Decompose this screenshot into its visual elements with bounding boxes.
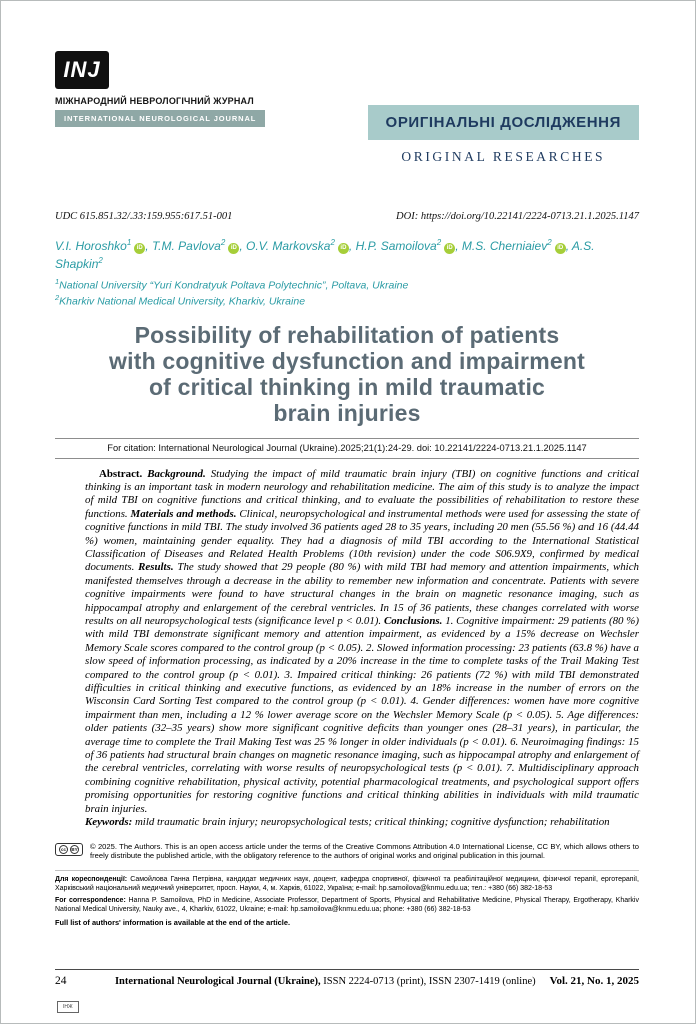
keywords-text: mild traumatic brain injury; neuropsychological tests; critical thinking; cognitive dysfunction; rehabilitation — [134, 816, 610, 829]
author-name — [55, 239, 152, 253]
author-name-text: M.S. Cherniaiev — [461, 239, 548, 253]
affiliation-text: Kharkiv National Medical University, Kharkiv, Ukraine — [59, 295, 306, 308]
page-header — [55, 51, 639, 165]
affiliation-sup: 2 — [55, 293, 60, 303]
doi-link[interactable]: DOI: https://doi.org/10.22141/2224-0713.21.1.2025.1147 — [396, 211, 639, 222]
correspondence-uk-label: Для кореспонденції: — [55, 876, 128, 884]
methods-text: Clinical, neuropsychological and instrumental methods were used for assessing the state of cognitive functions in mild TBI. The study involved 36 patients aged 28 to 35 years, including 20 men (55.56 %) and 16 (44.44 %) women, maintaining gender equality. They had a diagnosis of mild TBI according to the International Statistical Classification of Diseases and Related Health Problems (10th revision) under the code S06.9X9, confirmed by medical documents. — [85, 507, 639, 574]
correspondence-uk-text: Самойлова Ганна Петрівна, кандидат медичних наук, доцент, кафедра спортивної, фізичної та реабілітаційної медицини, фізичної терапії, ерготерапії, Харківський національний медичний університет, просп. Науки, 4, м. Харків, 61022, Україна; e-mail: hp.samoilova@knmu.edu.ua; тел.: +380 (66) 382-18-53 — [55, 876, 640, 893]
page-number: 24 — [55, 975, 67, 987]
orcid-icon[interactable]: iD — [444, 243, 455, 254]
author-affiliation-sup: 2 — [436, 238, 442, 247]
journal-logo-icon: INJ — [55, 51, 109, 89]
results-label: Results. — [138, 561, 174, 574]
affiliations — [55, 277, 639, 310]
author-name-text: V.I. Horoshko — [55, 239, 127, 253]
title-line: Possibility of rehabilitation of patients — [134, 321, 560, 348]
background-label: Background. — [147, 467, 206, 480]
author-affiliation-sup: 2 — [220, 238, 226, 247]
author-name — [462, 239, 572, 253]
cc-by-badge[interactable] — [55, 843, 83, 856]
author-name-text: T.M. Pavlova — [151, 239, 221, 253]
author-name-text: A.S. Shapkin — [55, 239, 595, 272]
author-affiliation-sup: 1 — [126, 238, 132, 247]
author-separator: , — [565, 239, 572, 253]
author-separator: , — [348, 239, 356, 253]
journal-brand — [55, 51, 265, 127]
license-text: © 2025. The Authors. This is an open access article under the terms of the Creative Commons Attribution 4.0 International License, CC BY, which allows others to freely distribute the published article, with the obligatory reference to the authors of original works and original publication in this journal. — [90, 841, 639, 861]
orcid-icon[interactable]: iD — [134, 243, 145, 254]
article-title — [55, 322, 639, 426]
footer-issn: ISSN 2224-0713 (print), ISSN 2307-1419 (online) — [323, 976, 536, 987]
author-name-text: H.P. Samoilova — [355, 239, 437, 253]
by-icon: BY — [71, 846, 78, 852]
conclusions-label: Conclusions. — [383, 615, 443, 627]
journal-name-en-bar: INTERNATIONAL NEUROLOGICAL JOURNAL — [55, 110, 265, 127]
footer-journal-name: International Neurological Journal (Ukraine), — [114, 976, 324, 987]
correspondence-block — [55, 870, 639, 927]
section-banner-uk: ОРИГІНАЛЬНІ ДОСЛІДЖЕННЯ — [368, 105, 639, 140]
results-text: The study showed that 29 people (80 %) with mild TBI had memory and attention impairments, which manifested themselves through a decrease in the ability to remember new information and concentrate. Patients with severe cognitive impairments were found to have structural changes in the brain on magnetic resonance imaging, such as hippocampal atrophy and enlargement of the cerebral ventricles. In 15 of 36 patients, these changes correlated with worse results on all neuropsychological tests (significance level p < 0.01). — [85, 561, 639, 627]
author-name — [246, 239, 356, 253]
abstract-label: Abstract. — [99, 467, 143, 480]
journal-name-uk: МІЖНАРОДНИЙ НЕВРОЛОГІЧНИЙ ЖУРНАЛ — [55, 96, 254, 106]
title-line: brain injuries — [273, 399, 421, 426]
correspondence-en-text: Hanna P. Samoilova, PhD in Medicine, Associate Professor, Department of Sports, Physical and Rehabilitative Medicine, Physical Therapy, Ergotherapy, Kharkiv National Medical University, Nauky ave., 4, Kharkiv, 61022, Ukraine; e-mail: hp.samoilova@knmu.edu.ua; phone: +380 (66) 382-18-53 — [55, 896, 639, 913]
author-name-text: O.V. Markovska — [245, 239, 331, 253]
methods-label: Materials and methods. — [130, 507, 237, 520]
meta-row — [55, 211, 639, 222]
keywords-label: Keywords: — [85, 816, 133, 829]
title-line: with cognitive dysfunction and impairment — [109, 347, 585, 374]
author-affiliation-sup: 2 — [547, 238, 552, 247]
section-header — [368, 105, 639, 165]
affiliation-line — [55, 293, 639, 309]
correspondence-en-label: For correspondence: — [55, 896, 126, 904]
author-separator: , — [145, 239, 152, 253]
abstract-paragraph — [85, 468, 639, 817]
keywords-line — [85, 816, 639, 829]
title-line: of critical thinking in mild traumatic — [148, 373, 546, 400]
cc-icon: cc — [60, 846, 66, 852]
author-separator: , — [455, 239, 462, 253]
affiliation-sup: 1 — [55, 276, 60, 286]
affiliation-line — [55, 277, 639, 293]
author-name — [356, 239, 462, 253]
orcid-icon[interactable]: iD — [338, 243, 349, 254]
author-affiliation-sup: 2 — [330, 238, 335, 247]
affiliation-text: National University “Yuri Kondratyuk Poltava Polytechnic”, Poltava, Ukraine — [59, 279, 409, 292]
background-text: Studying the impact of mild traumatic brain injury (TBI) on cognitive functions and critical thinking is an important task in modern neurology and rehabilitation medicine. The aim of this study is to analyze the impact of mild TBI on cognitive functions and critical thinking, and to evaluate the possibilities of rehabilitation to restore these functions. — [85, 467, 639, 520]
correspondence-en — [55, 897, 639, 915]
udc-code: UDC 615.851.32/.33:159.955:617.51-001 — [55, 211, 233, 222]
page-footer — [55, 969, 639, 987]
orcid-icon[interactable]: iD — [555, 243, 566, 254]
orcid-icon[interactable]: iD — [228, 243, 239, 254]
license-block — [55, 842, 639, 862]
print-mark: ІНЖ — [57, 1001, 79, 1013]
author-separator: , — [239, 239, 246, 253]
footer-volume: Vol. 21, No. 1, 2025 — [549, 975, 639, 987]
authors-info-note: Full list of authors' information is available at the end of the article. — [55, 917, 291, 927]
section-label-en: ORIGINAL RESEARCHES — [401, 149, 606, 164]
correspondence-uk — [55, 876, 639, 894]
author-name — [152, 239, 246, 253]
authors-line — [55, 237, 639, 274]
footer-journal-line — [101, 976, 550, 987]
abstract — [85, 468, 639, 830]
conclusions-text: 1. Cognitive impairment: 29 patients (80 %) with mild TBI demonstrate significant memory and attention impairment, as evidenced by a 15% decrease on Wechsler Memory Scale scores compared to the control group (p < 0.05). 2. Slowed information processing: 23 patients (63.8 %) have a slow speed of information processing, as indicated by a 20% increase in the time to complete tasks of the Trail Making Test compared to the control group (p < 0.01). 3. Impaired critical thinking: 26 patients (72 %) with mild TBI demonstrated difficulties in critical thinking and executive functions, as evidenced by an 18% increase in the number of errors on the Wisconsin Card Sorting Test compared to the control group (p < 0.01). 4. Gender differences: women have more cognitive impairment than men, including a 12 % lower average score on the Wechsler Memory Scale (p < 0.05). 5. Age differences: older patients (32–35 years) show more significant cognitive deficits than younger ones (28–31 years), in particular, the average time to complete the Trail Making Test was 25 % longer in older individuals (p < 0.01). 6. Neuroimaging findings: 15 of 36 patients had structural brain changes on magnetic resonance imaging, such as hippocampal atrophy and enlargement of the cerebral ventricles, correlating with worse results of neuropsychological tests (p < 0.01). 7. Multidisciplinary approach combining cognitive rehabilitation, physical activity, potential pharmacological treatments, and psychological support offers promising opportunities for restoring cognitive functions and critical thinking abilities in individuals with mild traumatic brain injuries. — [85, 615, 639, 815]
author-affiliation-sup: 2 — [98, 256, 103, 266]
citation-line: For citation: International Neurological Journal (Ukraine).2025;21(1):24-29. doi: 10.22141/2224-0713.21.1.2025.1147 — [55, 438, 639, 459]
